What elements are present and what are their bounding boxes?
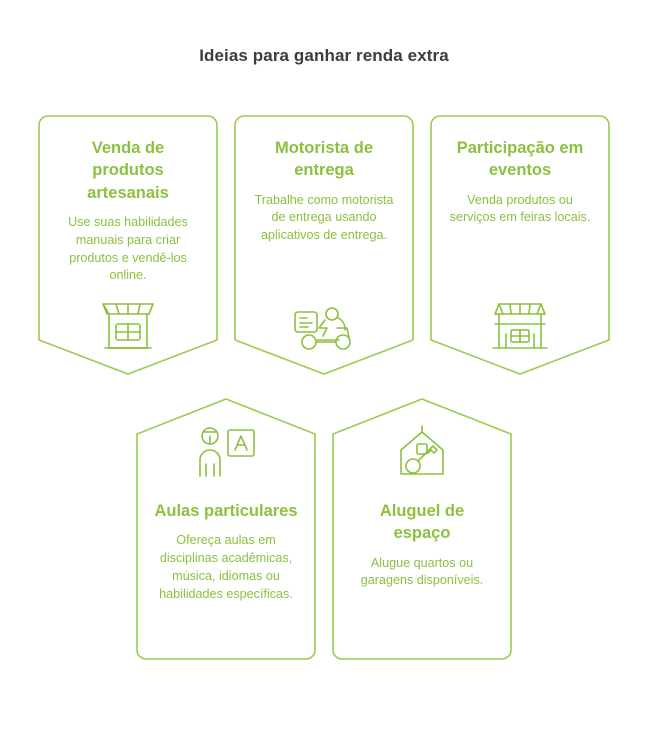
teacher-board-icon [192, 422, 260, 486]
page-title: Ideias para ganhar renda extra [199, 46, 449, 65]
card-title: Aluguel de espaço [379, 502, 465, 543]
card-title: Venda de produtos artesanais [87, 139, 169, 202]
card-venda-produtos-artesanais[interactable] [38, 115, 218, 375]
card-description: Venda produtos ou serviços em feiras locais. [449, 192, 591, 225]
market-stall-icon [97, 295, 159, 359]
event-booth-icon [487, 295, 553, 359]
card-title: Aulas particulares [154, 502, 298, 520]
house-key-icon [389, 422, 455, 486]
card-description: Use suas habilidades manuais para criar produtos e vendê-los online. [68, 214, 188, 283]
card-description: Ofereça aulas em disciplinas acadêmicas, música, idiomas ou habilidades específicas. [159, 533, 293, 601]
card-description: Trabalhe como motorista de entrega usando aplicativos de entrega. [254, 192, 394, 243]
cards-row-top [0, 115, 648, 375]
card-description: Alugue quartos ou garagens disponíveis. [360, 555, 484, 588]
card-aluguel-de-espaco[interactable] [332, 398, 512, 660]
card-participacao-em-eventos[interactable] [430, 115, 610, 375]
card-aulas-particulares[interactable] [136, 398, 316, 660]
card-title: Motorista de entrega [274, 139, 374, 180]
delivery-scooter-icon [291, 295, 357, 359]
card-motorista-de-entrega[interactable] [234, 115, 414, 375]
card-title: Participação em eventos [456, 139, 584, 180]
cards-row-bottom [0, 398, 648, 660]
